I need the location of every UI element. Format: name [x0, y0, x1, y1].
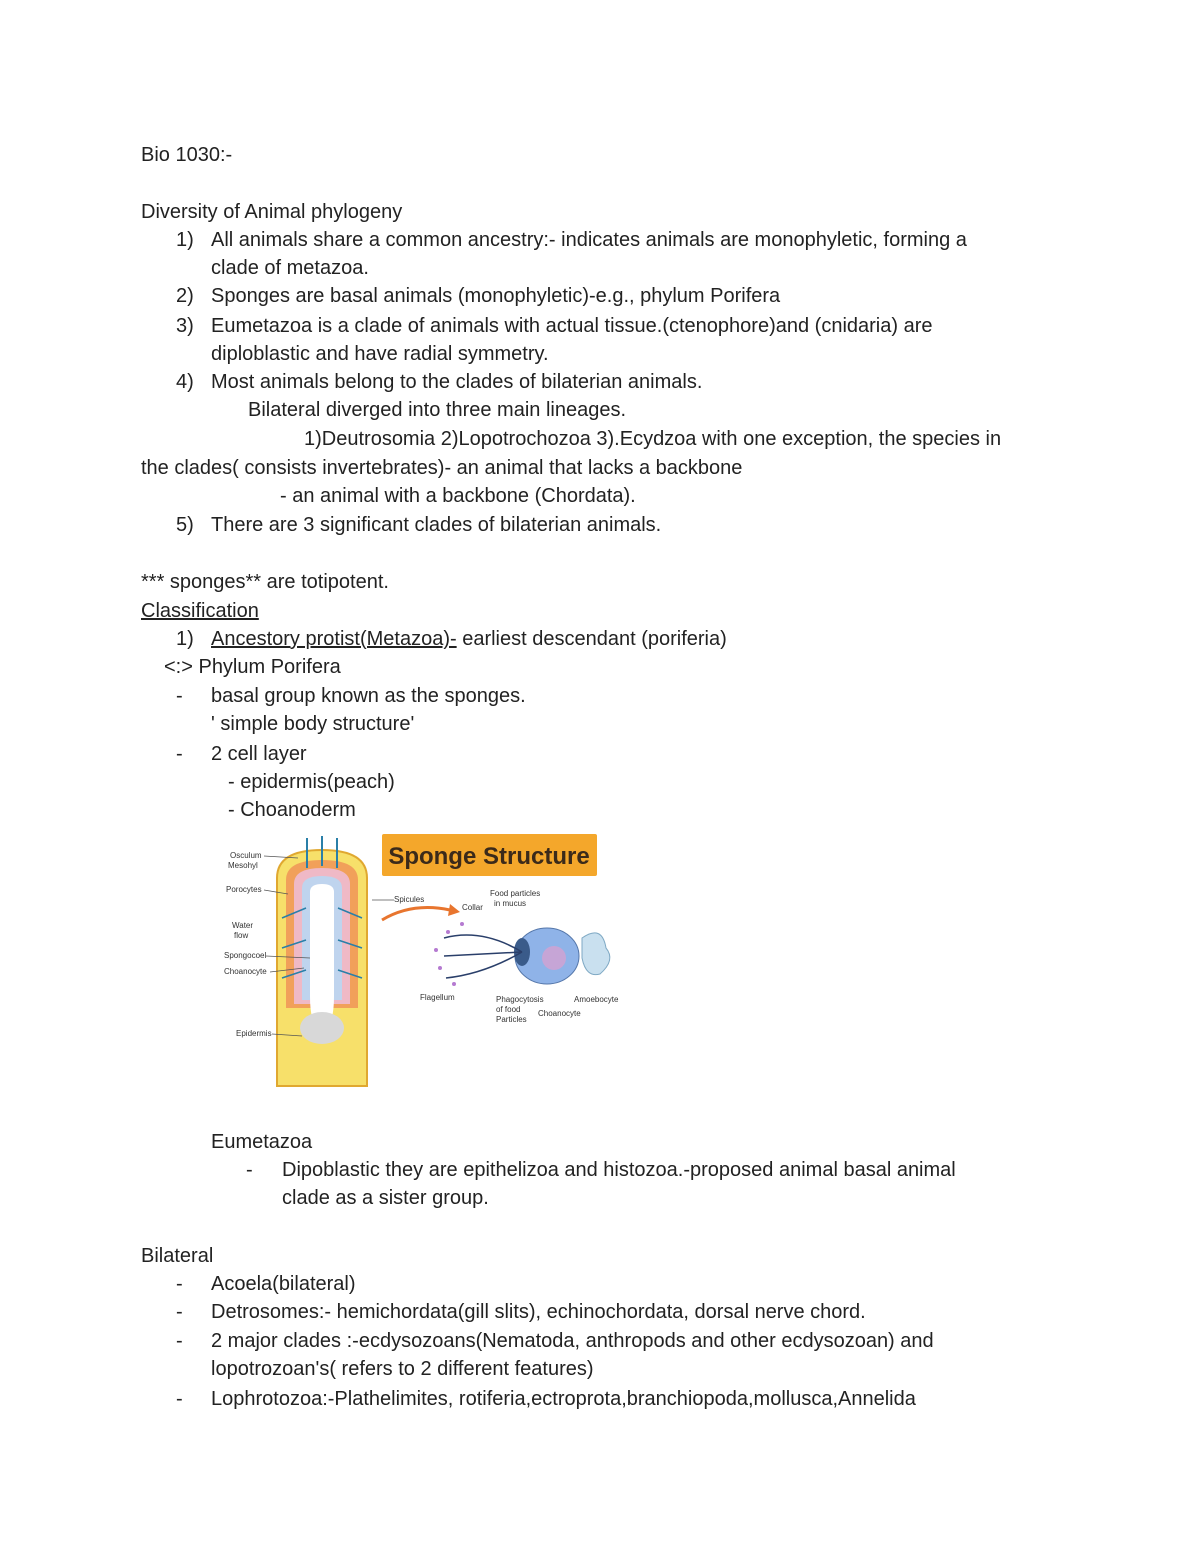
amoebocyte-shape	[582, 933, 610, 975]
list-number: 1)	[176, 229, 194, 251]
label-osculum: Osculum	[230, 851, 262, 860]
bullet-dash: -	[246, 1159, 253, 1181]
sponge-structure-figure	[222, 828, 630, 1090]
arrow-head	[448, 904, 460, 916]
label-collar: Collar	[462, 903, 483, 912]
bilateral-lineages-intro: Bilateral diverged into three main lineages.	[248, 399, 626, 421]
bilateral-item: lopotrozoan's( refers to 2 different features)	[211, 1358, 594, 1380]
label-epidermis: Epidermis	[236, 1029, 272, 1038]
label-amoebocyte: Amoebocyte	[574, 995, 619, 1004]
list-item-text: All animals share a common ancestry:- indicates animals are monophyletic, forming a	[211, 229, 967, 251]
figure-title: Sponge Structure	[388, 843, 590, 870]
bullet-dash: -	[176, 1388, 183, 1410]
label-phago1: Phagocytosis	[496, 995, 544, 1004]
flagellum-line	[444, 935, 522, 952]
bullet-dash: -	[176, 1330, 183, 1352]
bullet-subtext: - Choanoderm	[228, 799, 356, 821]
label-mesohyl: Mesohyl	[228, 861, 258, 870]
list-item-text: Eumetazoa is a clade of animals with actual tissue.(ctenophore)and (cnidaria) are	[211, 315, 933, 337]
item-rest: earliest descendant (poriferia)	[456, 628, 727, 650]
arrow	[382, 908, 450, 920]
list-number: 2)	[176, 285, 194, 307]
bullet-text: 2 cell layer	[211, 743, 307, 765]
list-item-text: Most animals belong to the clades of bilaterian animals.	[211, 371, 703, 393]
list-item-text: diploblastic and have radial symmetry.	[211, 343, 549, 365]
eumetazoa-text: clade as a sister group.	[282, 1187, 489, 1209]
label-spongocoel: Spongocoel	[224, 951, 267, 960]
bullet-text: basal group known as the sponges.	[211, 685, 526, 707]
list-item-text: There are 3 significant clades of bilaterian animals.	[211, 514, 662, 536]
label-choanocyte-left: Choanocyte	[224, 967, 267, 976]
label-flow: flow	[234, 931, 249, 940]
label-porocytes: Porocytes	[226, 885, 262, 894]
bullet-dash: -	[176, 685, 183, 707]
label-food1: Food particles	[490, 889, 541, 898]
bullet-dash: -	[176, 1273, 183, 1295]
classification-heading: Classification	[141, 600, 259, 622]
label-flagellum: Flagellum	[420, 993, 455, 1002]
list-number: 4)	[176, 371, 194, 393]
label-phago3: Particles	[496, 1015, 527, 1024]
flagellum-line	[444, 952, 522, 956]
bullet-dash: -	[176, 743, 183, 765]
lineages-text: the clades( consists invertebrates)- an animal that lacks a backbone	[141, 457, 743, 479]
spongocoel	[310, 884, 334, 1028]
totipotent-note: *** sponges** are totipotent.	[141, 571, 389, 593]
label-choanocyte-right: Choanocyte	[538, 1009, 581, 1018]
bilateral-item: Acoela(bilateral)	[211, 1273, 356, 1295]
list-number: 3)	[176, 315, 194, 337]
list-item-text: clade of metazoa.	[211, 257, 369, 279]
list-item-text: Sponges are basal animals (monophyletic)-e.g., phylum Porifera	[211, 285, 781, 307]
eumetazoa-heading: Eumetazoa	[211, 1131, 313, 1153]
course-title: Bio 1030:-	[141, 144, 233, 166]
eumetazoa-text: Dipoblastic they are epithelizoa and histozoa.-proposed animal basal animal	[282, 1159, 956, 1181]
bilateral-item: Lophrotozoa:-Plathelimites, rotiferia,ectroprota,branchiopoda,mollusca,Annelida	[211, 1388, 916, 1410]
phylum-porifera: <:> Phylum Porifera	[164, 656, 341, 678]
label-food2: in mucus	[494, 899, 527, 908]
underlined-term: Ancestory protist(Metazoa)-	[211, 628, 457, 650]
bilateral-heading: Bilateral	[141, 1245, 214, 1267]
bilateral-item: 2 major clades :-ecdysozoans(Nematoda, anthropods and other ecdysozoan) and	[211, 1330, 934, 1352]
classification-item	[211, 625, 727, 653]
bullet-subtext: ' simple body structure'	[211, 713, 415, 735]
label-spicules: Spicules	[394, 895, 425, 904]
lineages-text: - an animal with a backbone (Chordata).	[280, 485, 636, 507]
bullet-subtext: - epidermis(peach)	[228, 771, 395, 793]
section-heading-diversity: Diversity of Animal phylogeny	[141, 201, 403, 223]
label-water: Water	[232, 921, 254, 930]
list-number: 5)	[176, 514, 194, 536]
spongocoel-base	[300, 1012, 344, 1044]
bilateral-item: Detrosomes:- hemichordata(gill slits), echinochordata, dorsal nerve chord.	[211, 1301, 866, 1323]
list-number: 1)	[176, 628, 194, 650]
lineages-text: 1)Deutrosomia 2)Lopotrochozoa 3).Ecydzoa with one exception, the species in	[304, 428, 1002, 450]
bullet-dash: -	[176, 1301, 183, 1323]
label-phago2: of food	[496, 1005, 521, 1014]
cell-nucleus	[542, 946, 566, 970]
